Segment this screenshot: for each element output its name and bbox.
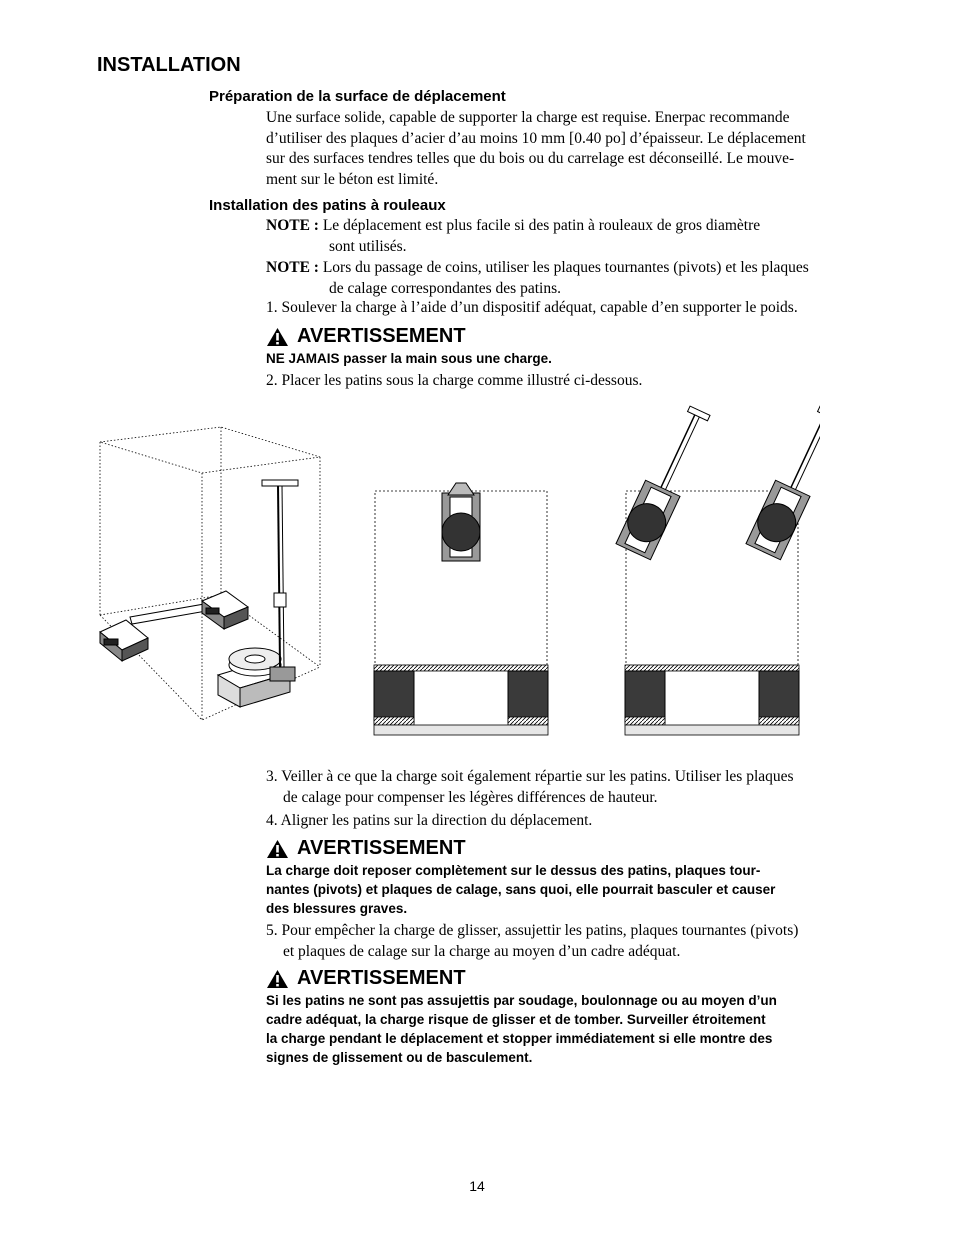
warning-title-text: AVERTISSEMENT: [297, 325, 466, 347]
warning-line: des blessures graves.: [266, 901, 408, 916]
warning-line: signes de glissement ou de basculement.: [266, 1050, 533, 1065]
note-label: NOTE :: [266, 259, 319, 276]
step-text: 3. Veiller à ce que la charge soit également répartie sur les patins. Utiliser les plaques: [266, 768, 794, 785]
surface-paragraph: [266, 108, 886, 190]
warning-line: nantes (pivots) et plaques de calage, sans quoi, elle pourrait basculer et causer: [266, 882, 776, 897]
warning-triangle-icon: [266, 969, 289, 989]
note-label: NOTE :: [266, 217, 319, 234]
installation-illustration: [90, 405, 820, 750]
step-text: de calage pour compenser les légères différences de hauteur.: [283, 788, 658, 806]
warning-line: cadre adéquat, la charge risque de glisser et de tomber. Surveiller étroitement: [266, 1012, 766, 1027]
step-4: 4. Aligner les patins sur la direction du déplacement.: [266, 812, 593, 829]
surface-line: d’utiliser des plaques d’acier d’au moins 10 mm [0.40 po] d’épaisseur. Le déplacement: [266, 129, 806, 147]
install-heading: Installation des patins à rouleaux: [209, 197, 446, 214]
page-number: 14: [469, 1178, 485, 1194]
step-3: [266, 767, 886, 808]
warning-3-title: [266, 967, 466, 990]
iso-skate-2: [202, 591, 248, 629]
note-1: [266, 216, 886, 257]
warning-line: La charge doit reposer complètement sur le dessus des patins, plaques tour-: [266, 863, 761, 878]
section-title: INSTALLATION: [97, 54, 241, 76]
surface-line: sur des surfaces tendres telles que du bois ou du carrelage est déconseillé. Le mouve-: [266, 150, 795, 167]
step-5: [266, 921, 886, 962]
iso-skate-1: [100, 620, 148, 661]
warning-2-title: [266, 837, 466, 860]
warning-line: Si les patins ne sont pas assujettis par soudage, boulonnage ou au moyen d’un: [266, 993, 777, 1008]
step-text: et plaques de calage sur la charge au moyen d’un cadre adéquat.: [283, 942, 681, 960]
front-view-2: [616, 405, 820, 735]
surface-line: ment sur le béton est limité.: [266, 170, 439, 188]
note-text: Lors du passage de coins, utiliser les plaques tournantes (pivots) et les plaques: [322, 259, 809, 276]
warning-1-text: NE JAMAIS passer la main sous une charge.: [266, 351, 552, 366]
iso-skate-bar: [130, 603, 212, 624]
step-1: 1. Soulever la charge à l’aide d’un dispositif adéquat, capable d’en supporter le poids.: [266, 299, 798, 316]
note-text: sont utilisés.: [329, 237, 407, 255]
warning-2-text: [266, 861, 886, 918]
surface-heading: Préparation de la surface de déplacement: [209, 88, 506, 105]
warning-title-text: AVERTISSEMENT: [297, 837, 466, 859]
warning-3-text: [266, 991, 886, 1067]
note-text: de calage correspondantes des patins.: [329, 279, 561, 297]
note-text: Le déplacement est plus facile si des patin à rouleaux de gros diamètre: [322, 217, 761, 234]
warning-1-title: [266, 325, 466, 348]
warning-triangle-icon: [266, 839, 289, 859]
note-2: [266, 258, 886, 299]
warning-triangle-icon: [266, 327, 289, 347]
surface-line: Une surface solide, capable de supporter la charge est requise. Enerpac recommande: [266, 109, 790, 126]
warning-title-text: AVERTISSEMENT: [297, 967, 466, 989]
warning-line: la charge pendant le déplacement et stopper immédiatement si elle montre des: [266, 1031, 773, 1046]
step-2: 2. Placer les patins sous la charge comme illustré ci-dessous.: [266, 372, 643, 389]
step-text: 5. Pour empêcher la charge de glisser, assujettir les patins, plaques tournantes (pivots): [266, 922, 799, 939]
front-view-1: [374, 483, 548, 735]
